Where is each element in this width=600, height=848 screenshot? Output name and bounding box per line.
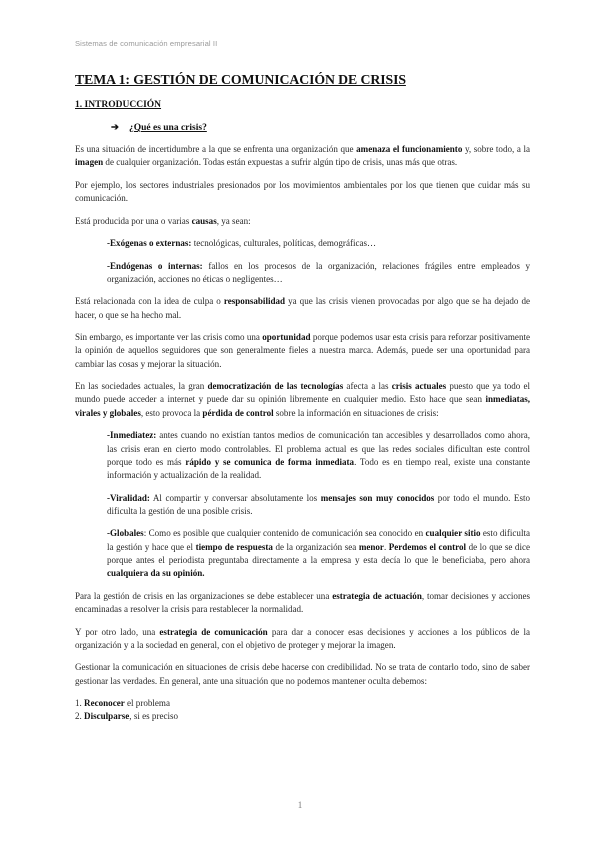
bold-text: cualquiera da su opinión. <box>107 568 205 579</box>
paragraph <box>75 331 530 371</box>
text-run: afecta a las <box>343 381 392 392</box>
text-run: . <box>383 541 389 552</box>
text-run: Está producida por una o varias <box>75 215 192 226</box>
text-run: de la organización sea <box>272 541 359 552</box>
text-run: 1. <box>75 698 85 709</box>
text-run: Y por otro lado, una <box>75 626 160 637</box>
indented-paragraph <box>107 492 530 519</box>
bold-text: -Endógenas o internas: <box>107 260 203 271</box>
paragraph <box>75 215 530 228</box>
indented-paragraph <box>107 429 530 482</box>
indented-paragraph <box>107 237 530 250</box>
bold-text: amenaza el funcionamiento <box>356 144 463 154</box>
text-run: de cualquier organización. Todas están expuestas a sufrir algún tipo de crisis, unas más que otras. <box>103 157 458 168</box>
question-text: ¿Qué es una crisis? <box>128 123 207 133</box>
text-run: , tomar decisiones y acciones encaminadas a resolver la crisis para restablecer la normalidad. <box>75 590 531 615</box>
bold-text: democratización de las tecnologías <box>207 381 344 392</box>
bold-text: causas <box>191 215 217 226</box>
text-run: . Todo es en tiempo real, existe una constante información y actualización de la realidad. <box>107 456 530 481</box>
paragraph <box>75 143 530 170</box>
text-run: y, sobre todo, a la <box>462 144 530 154</box>
bold-text: -Exógenas o externas: <box>107 238 192 249</box>
indented-paragraph <box>107 527 530 580</box>
bold-text: oportunidad <box>262 332 311 343</box>
page-title: TEMA 1: GESTIÓN DE COMUNICACIÓN DE CRISIS <box>75 72 406 87</box>
text-run: Para la gestión de crisis en las organizaciones se debe establecer una <box>75 590 333 601</box>
list-item <box>75 710 530 723</box>
text-run: , esto provoca la <box>140 407 203 418</box>
bold-text: Disculparse <box>84 711 130 722</box>
bold-text: pérdida de control <box>202 407 274 418</box>
bold-text: Reconocer <box>84 698 125 709</box>
bold-text: -Inmediatez: <box>107 430 157 441</box>
text-run: de lo que se dice porque antes el periodista preguntaba directamente a la empresa y esta decía lo que le beneficiaba, pero ahora <box>107 541 530 565</box>
section-heading: 1. INTRODUCCIÓN <box>75 100 162 110</box>
text-run: para dar a conocer esas decisiones y acciones a los públicos de la organización y a la sociedad en general, con el objetivo de proteger y mejorar la imagen. <box>75 626 530 650</box>
text-run: fallos en los procesos de la organización, relaciones frágiles entre empleados y organización, acciones no éticas o negligentes… <box>107 260 530 284</box>
bold-text: responsabilidad <box>223 296 286 307</box>
paragraph <box>75 380 530 420</box>
bold-text: cualquier sitio <box>425 528 481 539</box>
question-heading <box>111 122 207 133</box>
page-number: 1 <box>297 800 303 810</box>
bold-text: mensajes son muy conocidos <box>320 492 435 503</box>
text-run: Al compartir y conversar absolutamente los <box>149 492 321 503</box>
bold-text: menor <box>358 541 384 552</box>
text-run: En las sociedades actuales, la gran <box>75 381 208 392</box>
running-header: Sistemas de comunicación empresarial II <box>75 39 218 48</box>
text-run: porque podemos usar esta crisis para reforzar positivamente la opinión de aquellos seguidores que son generalmente fieles a nuestra marca. Además, puede ser una oportunidad para cambiar las cosas y mejorar la situación. <box>75 332 530 369</box>
text-run: Sin embargo, es importante ver las crisis como una <box>75 332 263 343</box>
paragraph-list <box>75 143 530 688</box>
bold-text: Perdemos el control <box>388 541 467 552</box>
text-run: , si es preciso <box>129 711 179 722</box>
text-run: Es una situación de incertidumbre a la que se enfrenta una organización que <box>75 144 357 154</box>
bold-text: -Viralidad: <box>107 492 150 503</box>
text-run: : Como es posible que cualquier contenido de comunicación sea conocido en <box>143 528 426 539</box>
text-run: , ya sean: <box>216 215 251 226</box>
paragraph <box>75 295 530 322</box>
paragraph <box>75 626 530 653</box>
text-run: 2. <box>75 711 85 722</box>
text-run: por todo el mundo. Esto dificulta la gestión de una posible crisis. <box>107 492 531 516</box>
text-run: Está relacionada con la idea de culpa o <box>75 296 224 307</box>
bold-text: tiempo de respuesta <box>195 541 273 552</box>
text-run: Por ejemplo, los sectores industriales presionados por los movimientos ambientales por los que tienen que cuidar más su comunicación. <box>75 179 530 204</box>
paragraph <box>75 179 530 206</box>
bold-text: inmediatas, virales y globales <box>75 394 530 418</box>
text-run: tecnológicas, culturales, políticas, demográficas… <box>191 238 377 249</box>
text-run: Gestionar la comunicación en situaciones de crisis debe hacerse con credibilidad. No se trata de contarlo todo, sino de saber gestionar las verdades. En general, ante una situación que no podemos mantener oculta debemos: <box>75 662 530 686</box>
text-run: el problema <box>124 698 170 709</box>
bold-text: -Globales <box>107 528 144 539</box>
text-run: puesto que ya todo el mundo puede acceder a internet y puede dar su opinión libremente en cualquier medio. Esto hace que sean <box>75 381 531 405</box>
bold-text: crisis actuales <box>391 381 447 392</box>
paragraph <box>75 661 530 688</box>
text-run: esto dificulta la gestión y hace que el <box>107 528 530 552</box>
arrow-bullet-icon: ➔ <box>111 123 119 133</box>
list-item <box>75 697 530 710</box>
indented-paragraph <box>107 260 530 287</box>
bold-text: estrategia de actuación <box>332 590 422 601</box>
paragraph <box>75 590 530 617</box>
text-run: ya que las crisis vienen provocadas por algo que se ha dejado de hacer, o que se ha hecho mal. <box>75 296 531 320</box>
bold-text: imagen <box>75 157 104 168</box>
bold-text: estrategia de comunicación <box>159 626 268 637</box>
text-run: sobre la información en situaciones de crisis: <box>273 407 439 418</box>
steps-list <box>75 697 530 724</box>
body-text <box>75 143 530 724</box>
bold-text: rápido y se comunica de forma inmediata <box>185 456 355 467</box>
text-run: antes cuando no existían tantos medios de comunicación tan accesibles y desarrollados como ahora, las crisis eran en cierto modo controlables. El problema actual es que las redes sociales dificultan este control porque todo es más <box>107 430 530 467</box>
